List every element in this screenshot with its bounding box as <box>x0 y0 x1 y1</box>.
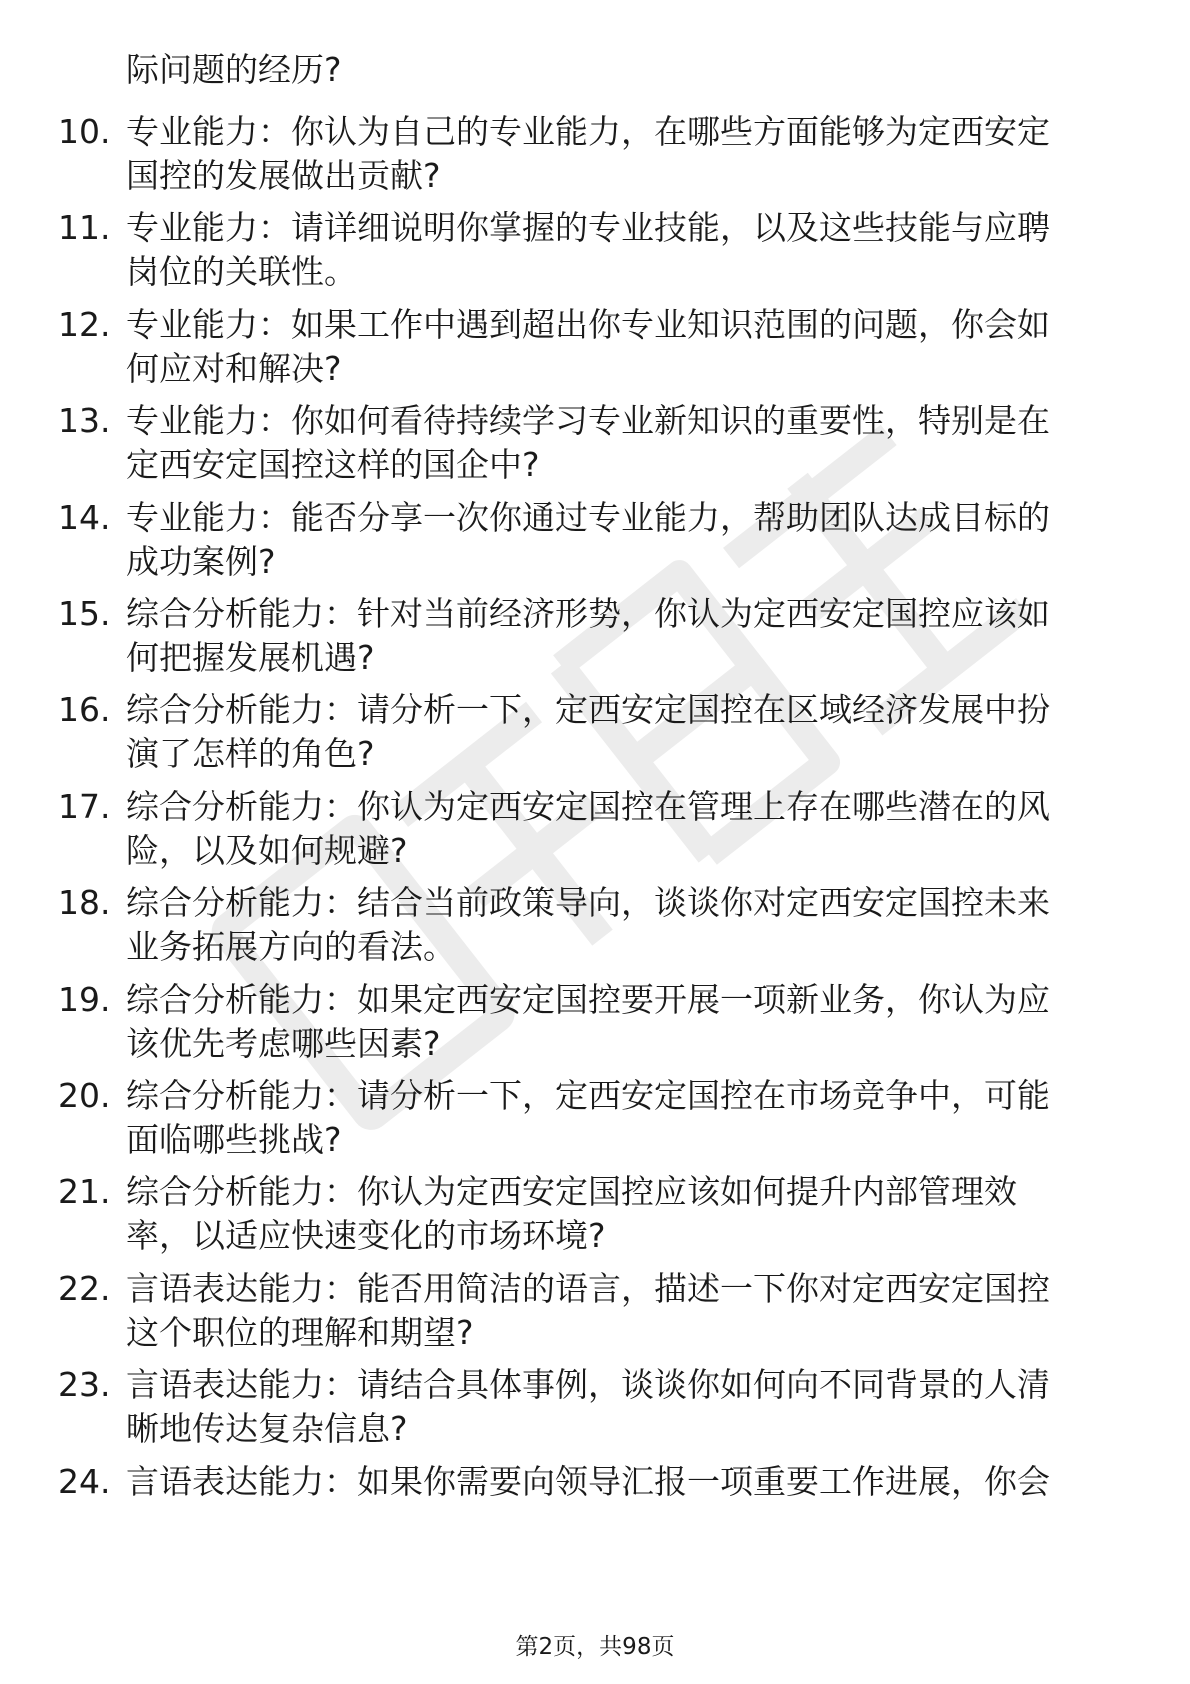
item-text-line: 何应对和解决? <box>126 348 342 388</box>
item-number: 18. <box>58 883 111 923</box>
item-number: 14. <box>58 497 111 537</box>
list-item <box>0 592 1190 680</box>
item-number: 19. <box>58 979 111 1019</box>
item-text <box>126 688 1136 776</box>
item-number: 21. <box>58 1172 111 1212</box>
item-number: 24. <box>58 1461 111 1501</box>
item-number: 12. <box>58 304 111 344</box>
list-item <box>0 978 1190 1066</box>
item-number: 13. <box>58 401 111 441</box>
item-text <box>126 785 1136 873</box>
item-text <box>126 1267 1136 1355</box>
item-text <box>126 592 1136 680</box>
continuation-text: 际问题的经历? <box>126 50 342 89</box>
item-text <box>126 1170 1136 1258</box>
item-text-line: 定西安定国控这样的国企中? <box>126 445 540 485</box>
item-text <box>126 303 1136 391</box>
item-number: 11. <box>58 208 111 248</box>
list-item <box>0 1267 1190 1355</box>
item-text-line: 专业能力：你如何看待持续学习专业新知识的重要性，特别是在 <box>126 401 1050 441</box>
item-text-line: 该优先考虑哪些因素? <box>126 1023 441 1063</box>
item-text-line: 率，以适应快速变化的市场环境? <box>126 1216 606 1256</box>
item-text <box>126 881 1136 969</box>
item-text-line: 成功案例? <box>126 541 276 581</box>
item-text-line: 岗位的关联性。 <box>126 252 357 292</box>
list-item <box>0 1460 1190 1504</box>
list-item <box>0 110 1190 198</box>
item-text-line: 专业能力：请详细说明你掌握的专业技能，以及这些技能与应聘 <box>126 208 1050 248</box>
list-item <box>0 496 1190 584</box>
item-text-line: 业务拓展方向的看法。 <box>126 927 456 967</box>
list-item <box>0 785 1190 873</box>
item-text <box>126 1363 1136 1451</box>
item-text-line: 晰地传达复杂信息? <box>126 1409 408 1449</box>
item-text-line: 国控的发展做出贡献? <box>126 156 441 195</box>
list-item <box>0 1170 1190 1258</box>
item-number: 16. <box>58 690 111 730</box>
item-number: 22. <box>58 1268 111 1308</box>
item-text <box>126 978 1136 1066</box>
item-text-line: 专业能力：如果工作中遇到超出你专业知识范围的问题，你会如 <box>126 304 1050 344</box>
item-text <box>126 206 1136 294</box>
item-text-line: 综合分析能力：你认为定西安定国控在管理上存在哪些潜在的风 <box>126 786 1050 826</box>
item-text <box>126 399 1136 487</box>
item-text-line: 综合分析能力：如果定西安定国控要开展一项新业务，你认为应 <box>126 979 1050 1019</box>
item-text-line: 演了怎样的角色? <box>126 734 375 774</box>
page-footer: 第2页，共98页 <box>515 1634 675 1660</box>
item-text-line: 专业能力：你认为自己的专业能力，在哪些方面能够为定西安定 <box>126 112 1050 151</box>
list-item <box>0 688 1190 776</box>
item-text-line: 面临哪些挑战? <box>126 1120 342 1159</box>
list-item <box>0 206 1190 294</box>
list-item <box>0 399 1190 487</box>
list-item <box>0 881 1190 969</box>
item-text-line: 何把握发展机遇? <box>126 638 375 677</box>
item-text <box>126 1074 1136 1162</box>
item-text-line: 综合分析能力：针对当前经济形势，你认为定西安定国控应该如 <box>126 594 1050 633</box>
item-text-line: 言语表达能力：能否用简洁的语言，描述一下你对定西安定国控 <box>126 1268 1050 1308</box>
item-text-line: 言语表达能力：如果你需要向领导汇报一项重要工作进展，你会 <box>126 1461 1050 1501</box>
item-text-line: 综合分析能力：结合当前政策导向，谈谈你对定西安定国控未来 <box>126 883 1050 923</box>
list-item <box>0 1363 1190 1451</box>
item-text-line: 这个职位的理解和期望? <box>126 1312 474 1352</box>
item-text <box>126 496 1136 584</box>
item-text-line: 险，以及如何规避? <box>126 830 408 870</box>
item-number: 17. <box>58 786 111 826</box>
item-text-line: 综合分析能力：请分析一下，定西安定国控在区域经济发展中扮 <box>126 690 1050 730</box>
list-item <box>0 303 1190 391</box>
item-text <box>126 1460 1136 1504</box>
item-number: 10. <box>58 112 111 151</box>
item-text-line: 言语表达能力：请结合具体事例，谈谈你如何向不同背景的人清 <box>126 1365 1050 1405</box>
item-text-line: 专业能力：能否分享一次你通过专业能力，帮助团队达成目标的 <box>126 497 1050 537</box>
item-text <box>126 110 1136 198</box>
item-text-line: 综合分析能力：请分析一下，定西安定国控在市场竞争中，可能 <box>126 1076 1050 1115</box>
item-number: 23. <box>58 1365 111 1405</box>
item-number: 20. <box>58 1076 111 1115</box>
list-item <box>0 1074 1190 1162</box>
item-number: 15. <box>58 594 111 633</box>
item-text-line: 综合分析能力：你认为定西安定国控应该如何提升内部管理效 <box>126 1172 1017 1212</box>
